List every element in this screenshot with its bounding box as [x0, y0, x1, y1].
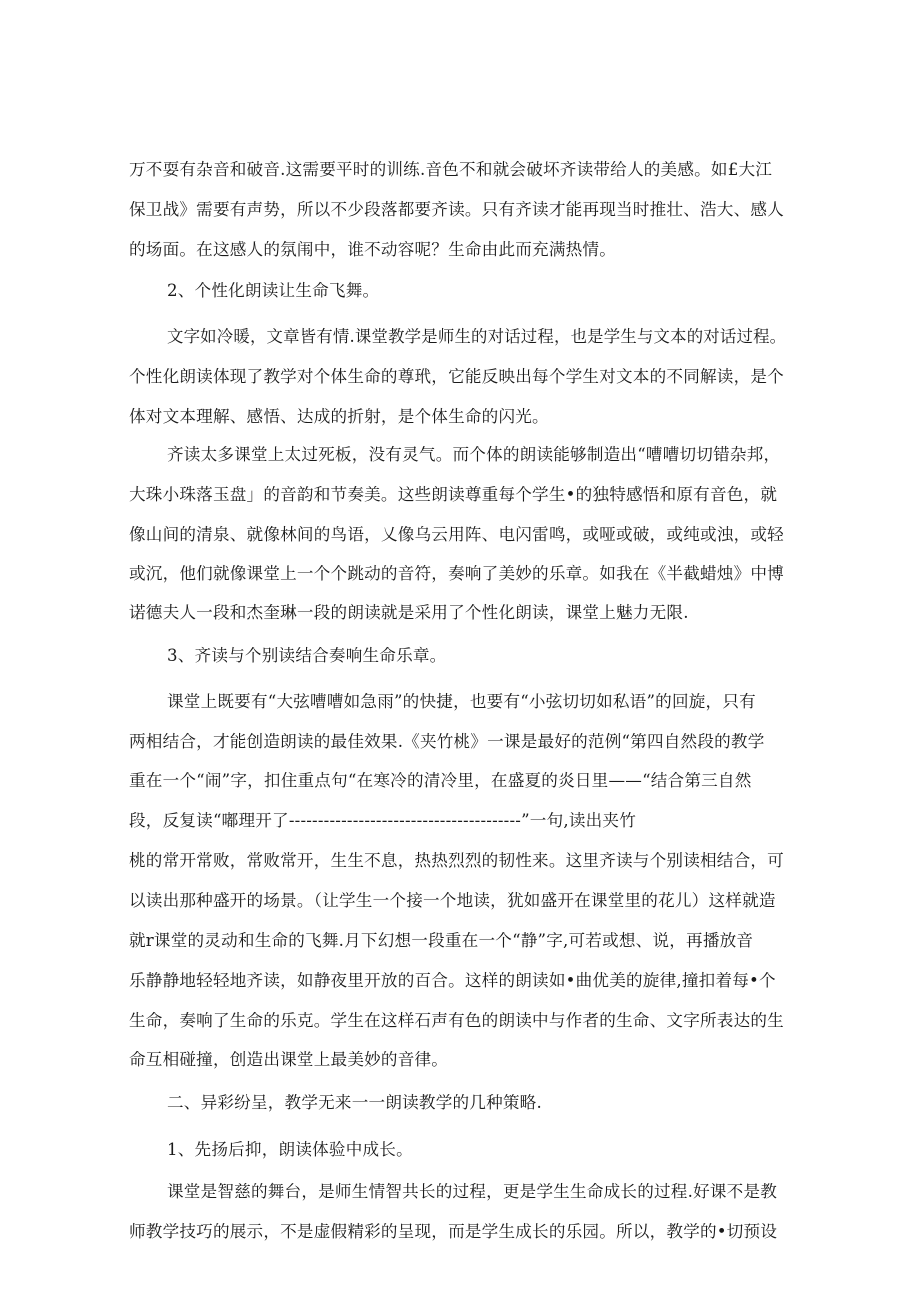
paragraph-start: 课堂上既要有“大弦嘈嘈如急雨”的快捷，也要有“小弦切切如私语”的回旋，只有: [167, 692, 756, 711]
text-line: 以读出那种盛开的场景。（让学生一个接一个地读，犹如盛开在课堂里的花儿）这样就造: [129, 891, 776, 910]
text-line: 段，反复读“嘟理开了----------------------------------------”一句,读出夹竹: [129, 811, 637, 830]
section-heading: 2、个性化朗读让生命飞舞。: [167, 281, 380, 300]
text-line: 乐静静地轻轻地齐读，如静夜里开放的百合。这样的朗读如•曲优美的旋律,撞扣着每•个: [129, 971, 776, 990]
text-line: 的场面。在这感人的氛闱中，谁不动容呢？生命由此而充满热情。: [129, 240, 617, 259]
text-line: 诺德夫人一段和杰奎琳一段的朗读就是采用了个性化朗读，课堂上魅力无限.: [129, 603, 689, 622]
text-line: 师教学技巧的展示，不是虚假精彩的呈现，而是学生成长的乐园。所以，教学的•切预设: [129, 1222, 778, 1241]
text-line: 保卫战》需要有声势，所以不少段落都要齐读。只有齐读才能再现当时推壮、浩大、感人: [129, 200, 784, 219]
text-line: 像山间的清泉、就像林间的鸟语，乂像乌云用阵、电闪雷鸣，或哑或破，或纯或浊，或轻: [129, 525, 784, 544]
text-line: 桃的常开常败，常败常开，生生不息，热热烈烈的韧性来。这里齐读与个别读相结合，可: [129, 851, 784, 870]
text-line: 命互相碰撞，创造出课堂上最美妙的音律。: [129, 1050, 449, 1069]
text-line: 重在一个“闹”字，扣住重点句“在寒冷的清冷里，在盛夏的炎日里——“结合第三自然: [129, 771, 752, 790]
text-line: 两相结合，才能创造朗读的最佳效果.《夹竹桃》一课是最好的范例“第四自然段的教学: [129, 732, 765, 751]
section-heading: 二、异彩纷呈，教学无来一一朗读教学的几种策略.: [167, 1093, 542, 1112]
text-line: 生命，奏响了生命的乐克。学生在这样石声有色的朗读中与作者的生命、文字所表达的生: [129, 1011, 784, 1030]
paragraph-start: 文字如冷暖，文章皆有情.课堂教学是师生的对话过程，也是学生与文本的对话过程。: [167, 327, 787, 346]
paragraph-start: 齐读太多课堂上太过死板，没有灵气。而个体的朗读能够制造出“嘈嘈切切错杂邦，: [167, 445, 781, 464]
text-line: 就r课堂的灵动和生命的飞舞.月下幻想一段重在一个“静”字,可若或想、说，再播放音: [129, 931, 754, 950]
section-heading: 3、齐读与个别读结合奏响生命乐章。: [167, 646, 447, 665]
text-line: 或沉，他们就像课堂上一个个跳动的音符，奏响了美妙的乐章。如我在《半截蜡烛》中博: [129, 564, 784, 583]
paragraph-start: 课堂是智慈的舞台，是师生情智共长的过程，更是学生生命成长的过程.好课不是教: [167, 1182, 778, 1201]
text-line: 体对文本理解、感悟、达成的折射，是个体生命的闪光。: [129, 407, 549, 426]
text-line: 大珠小珠落玉盘」的音韵和节奏美。这些朗读尊重每个学生•的独特感悟和原有音色，就: [129, 485, 778, 504]
text-line: 万不耍有杂音和破音.这需要平时的训练.音色不和就会破坏齐读带给人的美感。如£大江: [129, 160, 773, 179]
text-line: 个性化朗读体现了教学对个体生命的尊玳，它能反映出每个学生对文本的不同解读，是个: [129, 367, 784, 386]
section-heading: 1、先扬后抑，朗读体验中成长。: [167, 1140, 413, 1159]
